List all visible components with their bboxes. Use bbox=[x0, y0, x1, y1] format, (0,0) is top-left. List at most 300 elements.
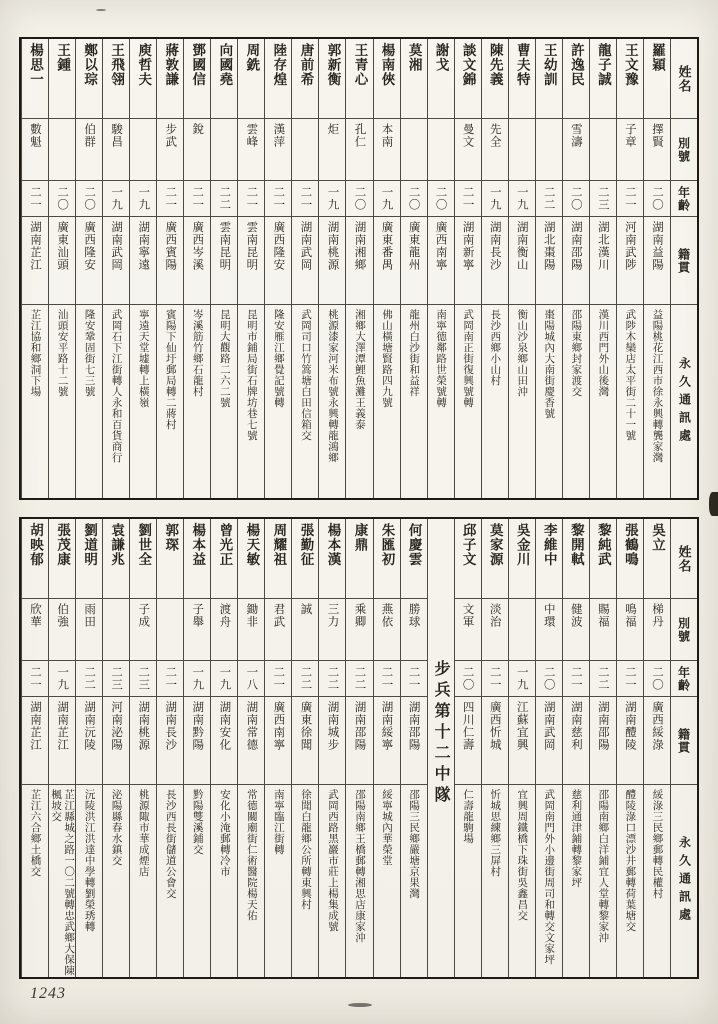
native-place-cell: 湖南芷江 bbox=[22, 217, 48, 305]
name-cell: 何慶雲 bbox=[401, 519, 427, 599]
native-place-cell: 湖南益陽 bbox=[644, 217, 670, 305]
age-cell: 一九 bbox=[482, 181, 508, 217]
age-cell: 二三 bbox=[130, 661, 156, 697]
native-place-cell: 河南泌陽 bbox=[103, 697, 129, 785]
address-cell: 泌陽縣春水鎮交 bbox=[110, 789, 122, 866]
name-cell: 楊天敏 bbox=[238, 519, 264, 599]
header-address-cell: 永久通訊處 bbox=[677, 356, 692, 447]
age-cell: 二一 bbox=[617, 661, 643, 697]
native-place-cell: 湖南城步 bbox=[319, 697, 345, 785]
address-cell: 武岡南正街復興號轉 bbox=[462, 309, 474, 408]
native-place-cell: 湖南武岡 bbox=[292, 217, 318, 305]
age-cell: 一九 bbox=[319, 181, 345, 217]
address-cell: 綏寧城內華榮堂 bbox=[381, 789, 393, 866]
person-column bbox=[345, 519, 372, 977]
age-cell: 二一 bbox=[238, 181, 264, 217]
person-column bbox=[210, 519, 237, 977]
alias-cell: 漢萍 bbox=[265, 119, 291, 181]
native-place-cell: 湖南寧遠 bbox=[130, 217, 156, 305]
address-cell: 賓陽下仙圩郵局轉二蔣村 bbox=[164, 309, 176, 430]
person-column bbox=[481, 39, 508, 498]
age-cell: 二〇 bbox=[346, 181, 372, 217]
alias-cell bbox=[130, 119, 156, 181]
native-place-cell: 河南武陟 bbox=[617, 217, 643, 305]
alias-cell: 君武 bbox=[265, 599, 291, 661]
address-cell: 武岡司口竹篙塘白田信箱交 bbox=[299, 309, 311, 441]
native-place-cell: 湖北漢川 bbox=[590, 217, 616, 305]
person-column bbox=[454, 519, 481, 977]
name-cell: 李維中 bbox=[536, 519, 562, 599]
address-cell: 桃源漆家河米布號永興轉龍鴻鄉 bbox=[326, 309, 338, 463]
age-cell: 一九 bbox=[49, 661, 75, 697]
age-cell: 二一 bbox=[22, 661, 48, 697]
name-cell: 向國堯 bbox=[211, 39, 237, 119]
alias-cell: 雪濤 bbox=[563, 119, 589, 181]
native-place-cell: 湖南武岡 bbox=[536, 697, 562, 785]
age-cell: 二一 bbox=[401, 661, 427, 697]
name-cell: 朱匯初 bbox=[374, 519, 400, 599]
name-cell: 張鶴鳴 bbox=[617, 519, 643, 599]
name-cell: 曾光正 bbox=[211, 519, 237, 599]
age-cell: 二一 bbox=[292, 181, 318, 217]
name-cell: 張茂康 bbox=[49, 519, 75, 599]
address-cell: 隆安鞏固街七三號 bbox=[83, 309, 95, 397]
address-cell: 長沙西鄉小山村 bbox=[489, 309, 501, 386]
address-cell: 慈利通津鋪轉黎家坪 bbox=[570, 789, 582, 888]
name-cell: 王幼訓 bbox=[536, 39, 562, 119]
age-cell: 二一 bbox=[157, 181, 183, 217]
address-cell: 芷江六合鄉土橋交 bbox=[29, 789, 41, 877]
alias-cell bbox=[211, 119, 237, 181]
address-cell: 芷江協和鄉洞下場 bbox=[29, 309, 41, 397]
name-cell: 莫家源 bbox=[482, 519, 508, 599]
person-column bbox=[562, 519, 589, 977]
person-column bbox=[210, 39, 237, 498]
address-cell: 邵陽東鄉封家渡交 bbox=[570, 309, 582, 397]
alias-cell bbox=[49, 119, 75, 181]
alias-cell: 先全 bbox=[482, 119, 508, 181]
alias-cell: 炬 bbox=[319, 119, 345, 181]
native-place-cell: 江蘇宜興 bbox=[509, 697, 535, 785]
name-cell: 郭新衡 bbox=[319, 39, 345, 119]
native-place-cell: 廣東番禺 bbox=[374, 217, 400, 305]
person-column bbox=[75, 39, 102, 498]
native-place-cell: 廣西南寧 bbox=[428, 217, 454, 305]
alias-cell bbox=[590, 119, 616, 181]
age-cell: 二〇 bbox=[536, 661, 562, 697]
name-cell: 唐前希 bbox=[292, 39, 318, 119]
scan-artifact-bottom-smudge bbox=[348, 1003, 372, 1007]
name-cell: 王青心 bbox=[346, 39, 372, 119]
person-column bbox=[183, 519, 210, 977]
native-place-cell: 湖南武岡 bbox=[103, 217, 129, 305]
alias-cell: 三力 bbox=[319, 599, 345, 661]
address-cell: 龍州白沙街和益祥 bbox=[408, 309, 420, 397]
address-cell: 岑溪筋竹鄉石龍村 bbox=[191, 309, 203, 397]
name-cell: 楊本漢 bbox=[319, 519, 345, 599]
person-column bbox=[102, 519, 129, 977]
name-cell: 楊南俠 bbox=[374, 39, 400, 119]
person-column bbox=[616, 519, 643, 977]
address-cell: 綏淥三民鄉郵轉民權村 bbox=[651, 789, 663, 899]
person-column bbox=[562, 39, 589, 498]
alias-cell: 駿昌 bbox=[103, 119, 129, 181]
address-cell: 益陽桃花江西市徐永興轉龔家灣 bbox=[651, 309, 663, 463]
age-cell: 二〇 bbox=[644, 181, 670, 217]
age-cell: 一九 bbox=[374, 181, 400, 217]
age-cell: 二一 bbox=[482, 661, 508, 697]
alias-cell: 子章 bbox=[617, 119, 643, 181]
address-cell: 寧遠天堂墟轉上橫嶺 bbox=[137, 309, 149, 408]
native-place-cell: 湖南邵陽 bbox=[401, 697, 427, 785]
person-column bbox=[508, 519, 535, 977]
address-cell: 武陟木欒店太平街二十一號 bbox=[624, 309, 636, 441]
alias-cell: 伯強 bbox=[49, 599, 75, 661]
person-column bbox=[156, 519, 183, 977]
alias-cell: 誠 bbox=[292, 599, 318, 661]
native-place-cell: 廣西綏淥 bbox=[644, 697, 670, 785]
age-cell: 一九 bbox=[509, 181, 535, 217]
person-column bbox=[237, 519, 264, 977]
address-cell: 芷江縣城之路一〇二號轉忠武鄉大保陳楓坡交 bbox=[50, 789, 75, 976]
native-place-cell: 湖南桃源 bbox=[319, 217, 345, 305]
section-divider-infantry-12th-company: 步兵第十二中隊 bbox=[427, 519, 454, 977]
person-column bbox=[643, 39, 670, 498]
age-cell: 二一 bbox=[374, 661, 400, 697]
name-cell: 吳金川 bbox=[509, 519, 535, 599]
alias-cell: 淡治 bbox=[482, 599, 508, 661]
alias-cell: 雨田 bbox=[76, 599, 102, 661]
person-column bbox=[21, 39, 48, 498]
address-cell: 汕頭安平路十二號 bbox=[56, 309, 68, 397]
name-cell: 曹夫特 bbox=[509, 39, 535, 119]
age-cell: 二一 bbox=[22, 181, 48, 217]
person-column bbox=[183, 39, 210, 498]
address-cell: 桃源陬市華成煙店 bbox=[137, 789, 149, 877]
native-place-cell: 湖南長沙 bbox=[157, 697, 183, 785]
address-cell: 佛山橫塘賢路四九號 bbox=[381, 309, 393, 408]
alias-cell bbox=[103, 599, 129, 661]
address-cell: 昆明大觀路二六二號 bbox=[218, 309, 230, 408]
person-column bbox=[454, 39, 481, 498]
person-column bbox=[264, 519, 291, 977]
person-column bbox=[589, 39, 616, 498]
native-place-cell: 廣西隆安 bbox=[265, 217, 291, 305]
alias-cell: 子成 bbox=[130, 599, 156, 661]
native-place-cell: 四川仁壽 bbox=[455, 697, 481, 785]
address-cell: 南寧德鄰路世榮號轉 bbox=[435, 309, 447, 408]
native-place-cell: 湖南長沙 bbox=[482, 217, 508, 305]
age-cell: 一九 bbox=[211, 661, 237, 697]
header-name-cell: 姓名 bbox=[671, 39, 697, 119]
name-cell: 康鼎 bbox=[346, 519, 372, 599]
native-place-cell: 廣東徐聞 bbox=[292, 697, 318, 785]
alias-cell: 乘卿 bbox=[346, 599, 372, 661]
alias-cell: 勝球 bbox=[401, 599, 427, 661]
name-cell: 鄧國信 bbox=[184, 39, 210, 119]
address-cell: 宜興周鐵橋下珠街吳鑫昌交 bbox=[516, 789, 528, 921]
alias-cell: 子舉 bbox=[184, 599, 210, 661]
age-cell: 二二 bbox=[76, 661, 102, 697]
age-cell: 二三 bbox=[590, 181, 616, 217]
age-cell: 二〇 bbox=[401, 181, 427, 217]
age-cell: 二一 bbox=[265, 661, 291, 697]
age-cell: 一九 bbox=[184, 661, 210, 697]
person-column bbox=[508, 39, 535, 498]
address-cell: 漢川西門外山後灣 bbox=[597, 309, 609, 397]
age-cell: 二二 bbox=[346, 661, 372, 697]
alias-cell bbox=[536, 119, 562, 181]
name-cell: 劉世全 bbox=[130, 519, 156, 599]
alias-cell: 健波 bbox=[563, 599, 589, 661]
age-cell: 二二 bbox=[211, 181, 237, 217]
person-column bbox=[535, 39, 562, 498]
alias-cell bbox=[509, 599, 535, 661]
header-age-cell: 年齡 bbox=[671, 661, 697, 697]
header-alias-cell: 別號 bbox=[671, 599, 697, 661]
native-place-cell: 雲南昆明 bbox=[238, 217, 264, 305]
address-cell: 武岡西路黑巖市莊上楊集成號 bbox=[326, 789, 338, 932]
alias-cell: 伯群 bbox=[76, 119, 102, 181]
alias-cell: 渡舟 bbox=[211, 599, 237, 661]
table-header-column bbox=[670, 39, 697, 498]
person-column bbox=[75, 519, 102, 977]
age-cell: 二一 bbox=[563, 661, 589, 697]
top-roster-table bbox=[19, 37, 699, 500]
native-place-cell: 湖北棗陽 bbox=[536, 217, 562, 305]
header-address-cell: 永久通訊處 bbox=[677, 836, 692, 926]
header-native-place-cell: 籍貫 bbox=[671, 697, 697, 785]
name-cell: 周銑 bbox=[238, 39, 264, 119]
age-cell: 一九 bbox=[509, 661, 535, 697]
person-column bbox=[129, 519, 156, 977]
address-cell: 湘鄉大澤潭鯉魚灘王義泰 bbox=[354, 309, 366, 430]
native-place-cell: 湖南醴陵 bbox=[617, 697, 643, 785]
name-cell: 莫湘 bbox=[401, 39, 427, 119]
alias-cell: 數魁 bbox=[22, 119, 48, 181]
native-place-cell: 廣西賓陽 bbox=[157, 217, 183, 305]
alias-cell bbox=[401, 119, 427, 181]
name-cell: 袁謙兆 bbox=[103, 519, 129, 599]
native-place-cell: 廣西忻城 bbox=[482, 697, 508, 785]
name-cell: 謝戈 bbox=[428, 39, 454, 119]
name-cell: 龍子誠 bbox=[590, 39, 616, 119]
native-place-cell: 湖南沅陵 bbox=[76, 697, 102, 785]
address-cell: 隆安雁江鄉覺記號轉 bbox=[272, 309, 284, 408]
person-column bbox=[48, 519, 75, 977]
name-cell: 庾哲夫 bbox=[130, 39, 156, 119]
header-age-cell: 年齡 bbox=[671, 181, 697, 217]
native-place-cell: 廣西南寧 bbox=[265, 697, 291, 785]
name-cell: 黎純武 bbox=[590, 519, 616, 599]
age-cell: 二〇 bbox=[428, 181, 454, 217]
address-cell: 黔陽雙溪鋪交 bbox=[191, 789, 203, 855]
person-column bbox=[616, 39, 643, 498]
age-cell: 二〇 bbox=[563, 181, 589, 217]
native-place-cell: 湖南綏寧 bbox=[374, 697, 400, 785]
age-cell: 二一 bbox=[184, 181, 210, 217]
native-place-cell: 湖南桃源 bbox=[130, 697, 156, 785]
native-place-cell: 湖南新寧 bbox=[455, 217, 481, 305]
name-cell: 吳立 bbox=[644, 519, 670, 599]
person-column bbox=[129, 39, 156, 498]
name-cell: 胡映郁 bbox=[22, 519, 48, 599]
person-column bbox=[400, 519, 427, 977]
native-place-cell: 廣西岑溪 bbox=[184, 217, 210, 305]
name-cell: 羅穎 bbox=[644, 39, 670, 119]
native-place-cell: 廣東汕頭 bbox=[49, 217, 75, 305]
address-cell: 武岡石下江街轉人永和百貨商行 bbox=[110, 309, 122, 463]
bottom-roster-table bbox=[19, 517, 699, 979]
address-cell: 武岡南門外小邊街周司和轉交文家坪 bbox=[543, 789, 555, 965]
alias-cell bbox=[157, 599, 183, 661]
age-cell: 二一 bbox=[455, 181, 481, 217]
name-cell: 劉道明 bbox=[76, 519, 102, 599]
address-cell: 邵陽南鄉王橋郵轉湘思店康家沖 bbox=[354, 789, 366, 943]
age-cell: 二〇 bbox=[49, 181, 75, 217]
person-column bbox=[264, 39, 291, 498]
alias-cell: 燕依 bbox=[374, 599, 400, 661]
name-cell: 楊本益 bbox=[184, 519, 210, 599]
header-name-cell: 姓名 bbox=[671, 519, 697, 599]
page-number: 1243 bbox=[30, 985, 66, 1002]
person-column bbox=[156, 39, 183, 498]
person-column bbox=[318, 39, 345, 498]
name-cell: 陸存煌 bbox=[265, 39, 291, 119]
alias-cell bbox=[509, 119, 535, 181]
age-cell: 一九 bbox=[130, 181, 156, 217]
native-place-cell: 湖南安化 bbox=[211, 697, 237, 785]
person-column bbox=[400, 39, 427, 498]
age-cell: 二一 bbox=[157, 661, 183, 697]
name-cell: 蔣敦謙 bbox=[157, 39, 183, 119]
age-cell: 二三 bbox=[103, 661, 129, 697]
name-cell: 鄭以琮 bbox=[76, 39, 102, 119]
person-column bbox=[48, 39, 75, 498]
address-cell: 沅陵洪江洪達中學轉劉榮琇轉 bbox=[83, 789, 95, 932]
alias-cell: 擇賢 bbox=[644, 119, 670, 181]
name-cell: 王鍾 bbox=[49, 39, 75, 119]
age-cell: 二〇 bbox=[644, 661, 670, 697]
address-cell: 衡山沙泉鄉山田沖 bbox=[516, 309, 528, 397]
native-place-cell: 湖南芷江 bbox=[22, 697, 48, 785]
age-cell: 二〇 bbox=[455, 661, 481, 697]
native-place-cell: 湖南衡山 bbox=[509, 217, 535, 305]
name-cell: 談文錦 bbox=[455, 39, 481, 119]
native-place-cell: 湖南黔陽 bbox=[184, 697, 210, 785]
native-place-cell: 湖南慈利 bbox=[563, 697, 589, 785]
scan-artifact-right-blob bbox=[709, 492, 718, 516]
person-column bbox=[373, 519, 400, 977]
person-column bbox=[318, 519, 345, 977]
person-column bbox=[481, 519, 508, 977]
person-column bbox=[345, 39, 372, 498]
alias-cell: 孔仁 bbox=[346, 119, 372, 181]
alias-cell: 銳 bbox=[184, 119, 210, 181]
address-cell: 昆明市鋪局街石牌坊巷七號 bbox=[245, 309, 257, 441]
age-cell: 二二 bbox=[292, 661, 318, 697]
alias-cell: 欣華 bbox=[22, 599, 48, 661]
alias-cell: 步武 bbox=[157, 119, 183, 181]
header-alias-cell: 別號 bbox=[671, 119, 697, 181]
alias-cell: 雲峰 bbox=[238, 119, 264, 181]
native-place-cell: 廣西隆安 bbox=[76, 217, 102, 305]
address-cell: 徐聞白龍鄉公所轉東興村 bbox=[299, 789, 311, 910]
person-column bbox=[427, 39, 454, 498]
name-cell: 陳先義 bbox=[482, 39, 508, 119]
alias-cell: 本南 bbox=[374, 119, 400, 181]
native-place-cell: 廣東龍州 bbox=[401, 217, 427, 305]
person-column bbox=[291, 519, 318, 977]
age-cell: 二二 bbox=[536, 181, 562, 217]
age-cell: 二二 bbox=[319, 661, 345, 697]
alias-cell: 曼文 bbox=[455, 119, 481, 181]
name-cell: 許逸民 bbox=[563, 39, 589, 119]
age-cell: 二二 bbox=[590, 661, 616, 697]
person-column bbox=[21, 519, 48, 977]
native-place-cell: 湖南湘鄉 bbox=[346, 217, 372, 305]
person-column bbox=[237, 39, 264, 498]
alias-cell: 鋤非 bbox=[238, 599, 264, 661]
alias-cell bbox=[292, 119, 318, 181]
address-cell: 南寧臨江街轉 bbox=[272, 789, 284, 855]
alias-cell: 鳴福 bbox=[617, 599, 643, 661]
person-column bbox=[291, 39, 318, 498]
address-cell: 邵陽三民鄉嚴塘京果灣 bbox=[408, 789, 420, 899]
native-place-cell: 雲南昆明 bbox=[211, 217, 237, 305]
address-cell: 棗陽城內大南街慶香號 bbox=[543, 309, 555, 419]
name-cell: 邱子文 bbox=[455, 519, 481, 599]
native-place-cell: 湖南芷江 bbox=[49, 697, 75, 785]
native-place-cell: 湖南邵陽 bbox=[346, 697, 372, 785]
name-cell: 王文豫 bbox=[617, 39, 643, 119]
name-cell: 郭琛 bbox=[157, 519, 183, 599]
name-cell: 張勤征 bbox=[292, 519, 318, 599]
alias-cell bbox=[428, 119, 454, 181]
alias-cell: 梯丹 bbox=[644, 599, 670, 661]
address-cell: 忻城思練鄉三屏村 bbox=[489, 789, 501, 877]
name-cell: 王飛翎 bbox=[103, 39, 129, 119]
age-cell: 二〇 bbox=[76, 181, 102, 217]
address-cell: 仁壽龍駒場 bbox=[462, 789, 474, 844]
header-native-place-cell: 籍貫 bbox=[671, 217, 697, 305]
scan-artifact-top-speck bbox=[96, 9, 106, 11]
person-column bbox=[589, 519, 616, 977]
alias-cell: 賜福 bbox=[590, 599, 616, 661]
table-header-column bbox=[670, 519, 697, 977]
person-column bbox=[102, 39, 129, 498]
native-place-cell: 湖南邵陽 bbox=[563, 217, 589, 305]
name-cell: 楊思一 bbox=[22, 39, 48, 119]
person-column bbox=[535, 519, 562, 977]
native-place-cell: 湖南常德 bbox=[238, 697, 264, 785]
person-column bbox=[373, 39, 400, 498]
person-column bbox=[643, 519, 670, 977]
alias-cell: 文軍 bbox=[455, 599, 481, 661]
age-cell: 二一 bbox=[617, 181, 643, 217]
age-cell: 二一 bbox=[265, 181, 291, 217]
name-cell: 黎開軾 bbox=[563, 519, 589, 599]
address-cell: 常德關廟街仁術醫院楊天佑 bbox=[245, 789, 257, 921]
name-cell: 周耀祖 bbox=[265, 519, 291, 599]
age-cell: 一八 bbox=[238, 661, 264, 697]
alias-cell: 中環 bbox=[536, 599, 562, 661]
address-cell: 安化小淹郵轉冷市 bbox=[218, 789, 230, 877]
address-cell: 醴陵淥口漂沙井郵轉荷葉塘交 bbox=[624, 789, 636, 932]
address-cell: 長沙西長街儲道公會交 bbox=[164, 789, 176, 899]
native-place-cell: 湖南邵陽 bbox=[590, 697, 616, 785]
address-cell: 邵陽南鄉白洋鋪宜人堂轉黎家沖 bbox=[597, 789, 609, 943]
